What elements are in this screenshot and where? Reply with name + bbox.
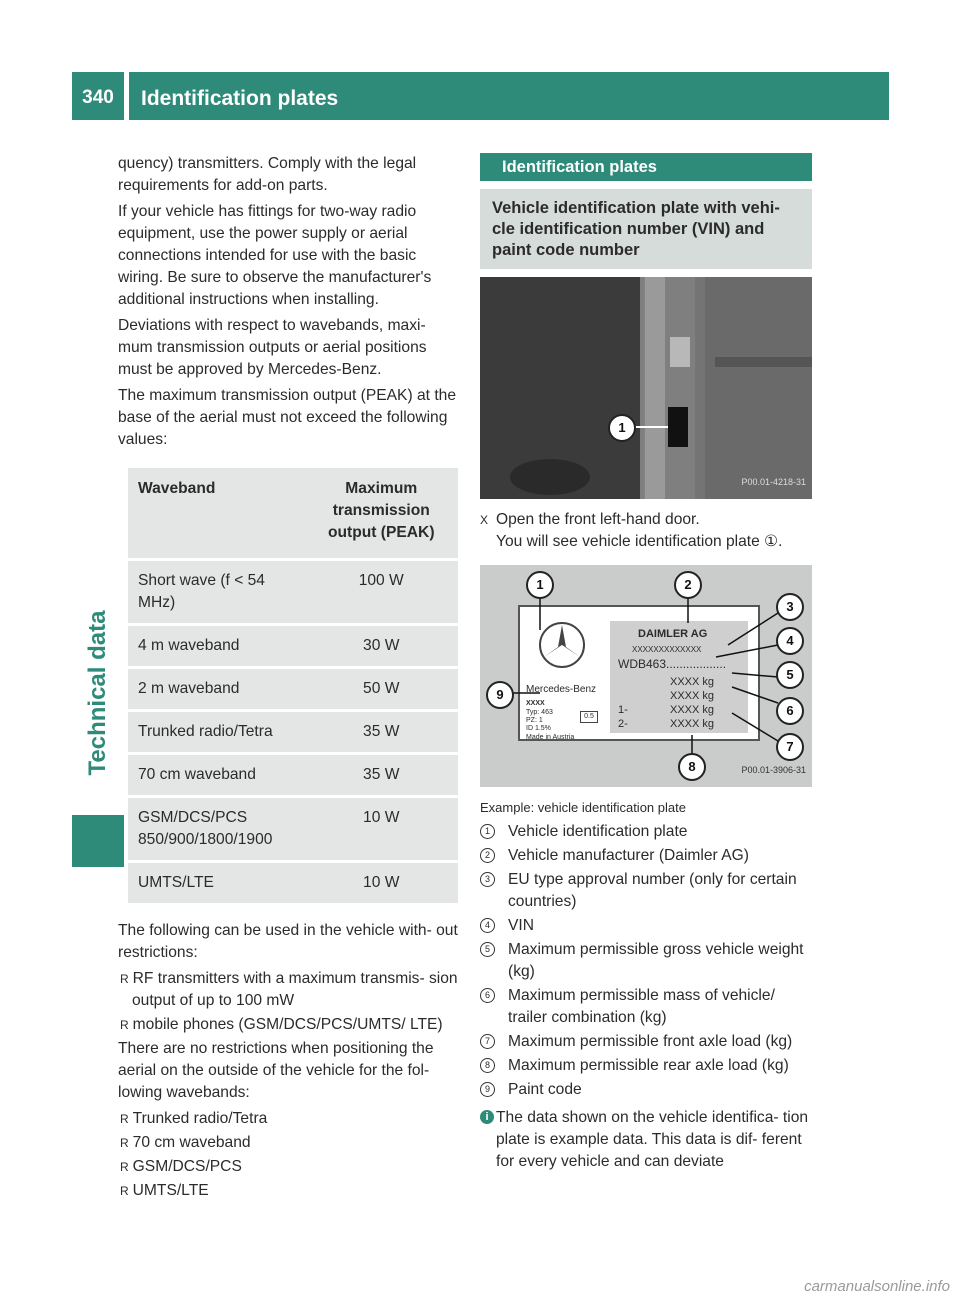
table-cell: Short wave (f < 54 MHz) [128,561,305,623]
plate-weight-gross: XXXX kg [670,676,715,688]
legend-text: Maximum permissible rear axle load (kg) [508,1057,789,1074]
table-row [128,561,458,623]
page-number: 340 [72,72,124,120]
table-cell: Trunked radio/Tetra [128,712,305,752]
legend-item [480,915,812,937]
info-note [480,1107,812,1173]
legend-number: 6 [480,988,495,1003]
plate-brand: Mercedes-Benz [526,684,597,695]
list-item-text: GSM/DCS/PCS [132,1158,242,1175]
bullet-icon: R [120,1184,129,1198]
legend-item [480,869,812,913]
table-cell: 35 W [305,712,459,752]
paragraph: The maximum transmission output (PEAK) at the base of the aerial must not exceed the following values: [118,387,456,448]
plate-vin: WDB463.................. [618,657,727,671]
table-row [128,626,458,666]
paragraph: The following can be used in the vehicle with- out restrictions: [118,922,458,961]
legend-text: Vehicle identification plate [508,823,688,840]
plate-axle-2: 2- [618,718,628,730]
callout-6: 6 [776,697,804,725]
table-cell: 4 m waveband [128,626,305,666]
paragraph: If your vehicle has fittings for two-way radio equipment, use the power supply or aerial connections intended for use with the basic wiring. Be sure to observe the manufacturer's additional instructions when installing. [118,203,432,308]
step-result: You will see vehicle identification plate ①. [496,533,783,550]
page-title: Identification plates [129,72,889,120]
subsection-title: Vehicle identification plate with vehi- cle identification number (VIN) and paint code number [480,189,812,269]
table-row [128,712,458,752]
figure-caption: Example: vehicle identification plate [480,800,686,815]
section-title: Identification plates [480,153,812,181]
plate-weight-combination: XXXX kg [670,690,715,702]
table-cell: 30 W [305,626,459,666]
figure-code: P00.01-4218-31 [741,477,806,487]
legend-text: Vehicle manufacturer (Daimler AG) [508,847,749,864]
bullet-icon: R [120,972,129,986]
list-item-text: RF transmitters with a maximum transmis- sion output of up to 100 mW [132,970,458,1009]
table-cell: 70 cm waveband [128,755,305,795]
list-item [118,1108,460,1130]
callout-3: 3 [776,593,804,621]
door-photo-illustration [480,277,812,499]
list-item [118,1132,460,1154]
list-item-text: Trunked radio/Tetra [132,1110,268,1127]
legend-item [480,821,812,843]
table-header-output: Maximum transmission output (PEAK) [305,468,459,558]
table-row [128,669,458,709]
legend-number: 3 [480,872,495,887]
legend-number: 7 [480,1034,495,1049]
legend-number: 5 [480,942,495,957]
table-cell: GSM/DCS/PCS 850/900/1800/1900 [128,798,305,860]
step-arrow-icon: X [480,513,489,527]
legend-item [480,1079,812,1101]
table-cell: 100 W [305,561,459,623]
legend-text: Maximum permissible front axle load (kg) [508,1033,793,1050]
legend-text: Maximum permissible mass of vehicle/ trailer combination (kg) [508,987,775,1026]
legend-item [480,939,812,983]
bullet-icon: R [120,1018,129,1032]
bullet-icon: R [120,1160,129,1174]
plate-made-in: Made in Austria [526,734,575,741]
legend-text: EU type approval number (only for certain countries) [508,871,797,910]
callout-7: 7 [776,733,804,761]
plate-axle-1: 1- [618,704,628,716]
list-item [118,968,460,1012]
legend-text: VIN [508,917,534,934]
chapter-tab-label: Technical data [84,610,111,775]
table-row [128,863,458,903]
table-cell: 50 W [305,669,459,709]
list-item-text: UMTS/LTE [132,1182,209,1199]
table-cell: 10 W [305,863,459,903]
plate-weight-front-axle: XXXX kg [670,704,715,716]
callout-1: 1 [526,571,554,599]
legend-text: Paint code [508,1081,582,1098]
paragraph: Deviations with respect to wavebands, maxi- mum transmission outputs or aerial positions must be approved by Mercedes-Benz. [118,317,427,378]
step-text: Open the front left-hand door. [496,511,700,528]
figure-code: P00.01-3906-31 [741,765,806,775]
plate-box: 0.5 [580,711,598,723]
legend-number: 4 [480,918,495,933]
legend-item [480,845,812,867]
left-column [118,153,460,1204]
list-item [118,1014,460,1036]
id-plate-diagram [480,565,812,787]
info-icon: i [480,1110,494,1124]
door-photo [480,277,812,499]
watermark: carmanualsonline.info [804,1278,950,1295]
table-header-waveband: Waveband [128,468,305,558]
callout-8: 8 [678,753,706,781]
plate-typ: Typ: 463 [526,709,553,716]
bullet-icon: R [120,1136,129,1150]
legend-number: 2 [480,848,495,863]
callout-2: 2 [674,571,702,599]
table-row [128,755,458,795]
callout-5: 5 [776,661,804,689]
callout-1: 1 [608,414,636,442]
waveband-table [128,465,458,906]
table-header-row [128,468,458,558]
plate-weight-rear-axle: XXXX kg [670,718,715,730]
legend-text: Maximum permissible gross vehicle weight (kg) [508,941,804,980]
legend-number: 1 [480,824,495,839]
table-cell: 2 m waveband [128,669,305,709]
table-cell: UMTS/LTE [128,863,305,903]
legend-number: 8 [480,1058,495,1073]
plate-id: ID 1.5% [526,725,551,732]
table-row [128,798,458,860]
legend-item [480,985,812,1029]
instruction-step [480,509,812,553]
plate-pz: PZ: 1 [526,717,543,724]
table-cell: 10 W [305,798,459,860]
plate-paint-code: XXXX [526,700,545,707]
info-text: The data shown on the vehicle identifica- tion plate is example data. This data is dif- ferent for every vehicle and can deviate [496,1109,809,1170]
right-column [480,153,812,1173]
legend-number: 9 [480,1082,495,1097]
chapter-tab [72,570,124,815]
plate-ec-number: XXXXXXXXXXXXX [632,645,702,654]
bullet-icon: R [120,1112,129,1126]
list-item [118,1180,460,1202]
paragraph: quency) transmitters. Comply with the legal requirements for add-on parts. [118,155,417,194]
list-item [118,1156,460,1178]
chapter-marker [72,815,124,867]
legend-item [480,1031,812,1053]
plate-maker: DAIMLER AG [638,628,708,640]
list-item-text: 70 cm waveband [132,1134,251,1151]
list-item-text: mobile phones (GSM/DCS/PCS/UMTS/ LTE) [132,1016,443,1033]
callout-lines [480,565,812,787]
paragraph: There are no restrictions when positioning the aerial on the outside of the vehicle for the fol- lowing wavebands: [118,1040,434,1101]
table-cell: 35 W [305,755,459,795]
callout-4: 4 [776,627,804,655]
legend-item [480,1055,812,1077]
callout-9: 9 [486,681,514,709]
